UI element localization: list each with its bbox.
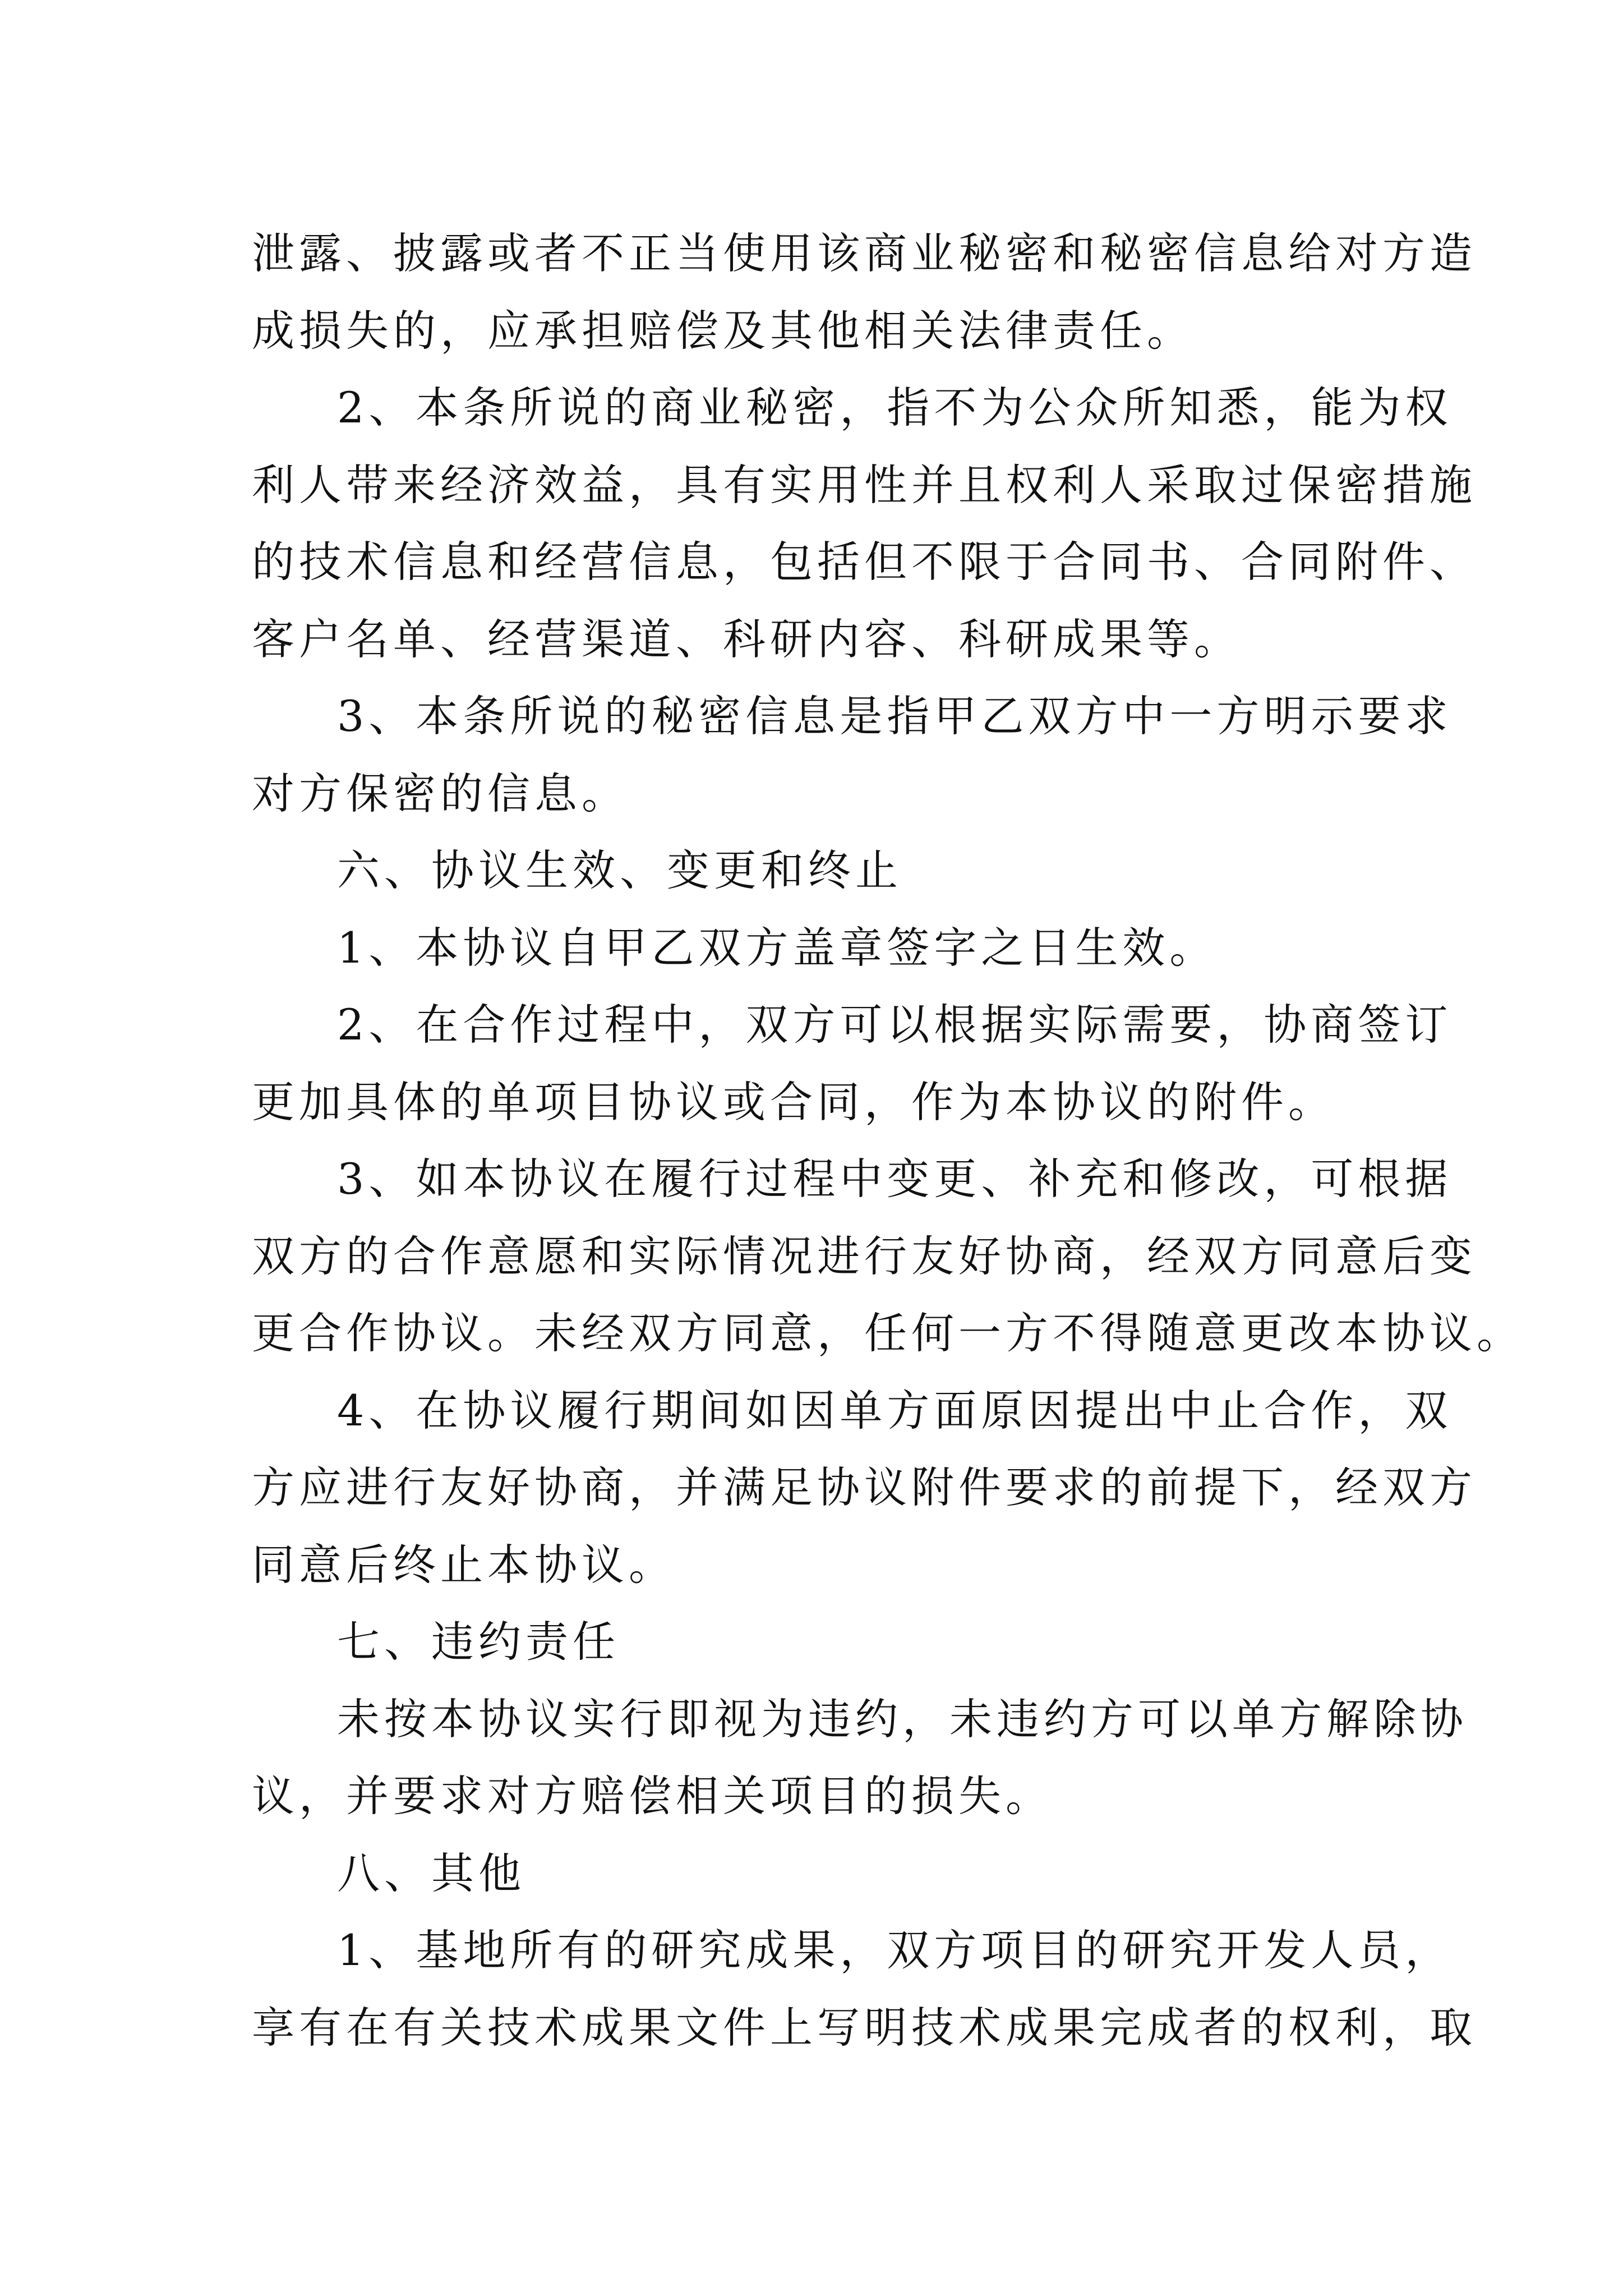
text-line: 同意后终止本协议。	[252, 1539, 676, 1590]
paragraph-start-line: 2、在合作过程中，双方可以根据实际需要，协商签订	[337, 1000, 1453, 1050]
text-line: 方应进行友好协商，并满足协议附件要求的前提下，经双方	[252, 1462, 1477, 1512]
text-line: 泄露、披露或者不正当使用该商业秘密和秘密信息给对方造	[252, 228, 1477, 278]
section-heading: 八、其他	[337, 1848, 525, 1898]
paragraph-start-line: 4、在协议履行期间如因单方面原因提出中止合作，双	[337, 1385, 1453, 1435]
text-line: 的技术信息和经营信息，包括但不限于合同书、合同附件、	[252, 537, 1477, 587]
paragraph-start-line: 1、本协议自甲乙双方盖章签字之日生效。	[337, 922, 1217, 973]
text-line: 成损失的，应承担赔偿及其他相关法律责任。	[252, 305, 1194, 356]
text-line: 更加具体的单项目协议或合同，作为本协议的附件。	[252, 1076, 1335, 1127]
document-body	[252, 215, 1524, 2066]
paragraph-start-line: 未按本协议实行即视为违约，未违约方可以单方解除协	[337, 1694, 1468, 1744]
text-line: 利人带来经济效益，具有实用性并且权利人采取过保密措施	[252, 459, 1477, 510]
text-line: 议，并要求对方赔偿相关项目的损失。	[252, 1771, 1053, 1821]
section-heading: 六、协议生效、变更和终止	[337, 845, 902, 895]
section-heading: 七、违约责任	[337, 1617, 620, 1667]
text-line: 享有在有关技术成果文件上写明技术成果完成者的权利，取	[252, 2002, 1477, 2053]
paragraph-start-line: 1、基地所有的研究成果，双方项目的研究开发人员，	[337, 1925, 1453, 1975]
paragraph-start-line: 3、本条所说的秘密信息是指甲乙双方中一方明示要求	[337, 691, 1453, 741]
text-line: 客户名单、经营渠道、科研内容、科研成果等。	[252, 614, 1241, 664]
text-line: 更合作协议。未经双方同意，任何一方不得随意更改本协议。	[252, 1308, 1524, 1358]
text-line: 对方保密的信息。	[252, 768, 629, 818]
paragraph-start-line: 2、本条所说的商业秘密，指不为公众所知悉，能为权	[337, 383, 1453, 432]
text-line: 双方的合作意愿和实际情况进行友好协商，经双方同意后变	[252, 1231, 1477, 1281]
paragraph-start-line: 3、如本协议在履行过程中变更、补充和修改，可根据	[337, 1154, 1453, 1204]
